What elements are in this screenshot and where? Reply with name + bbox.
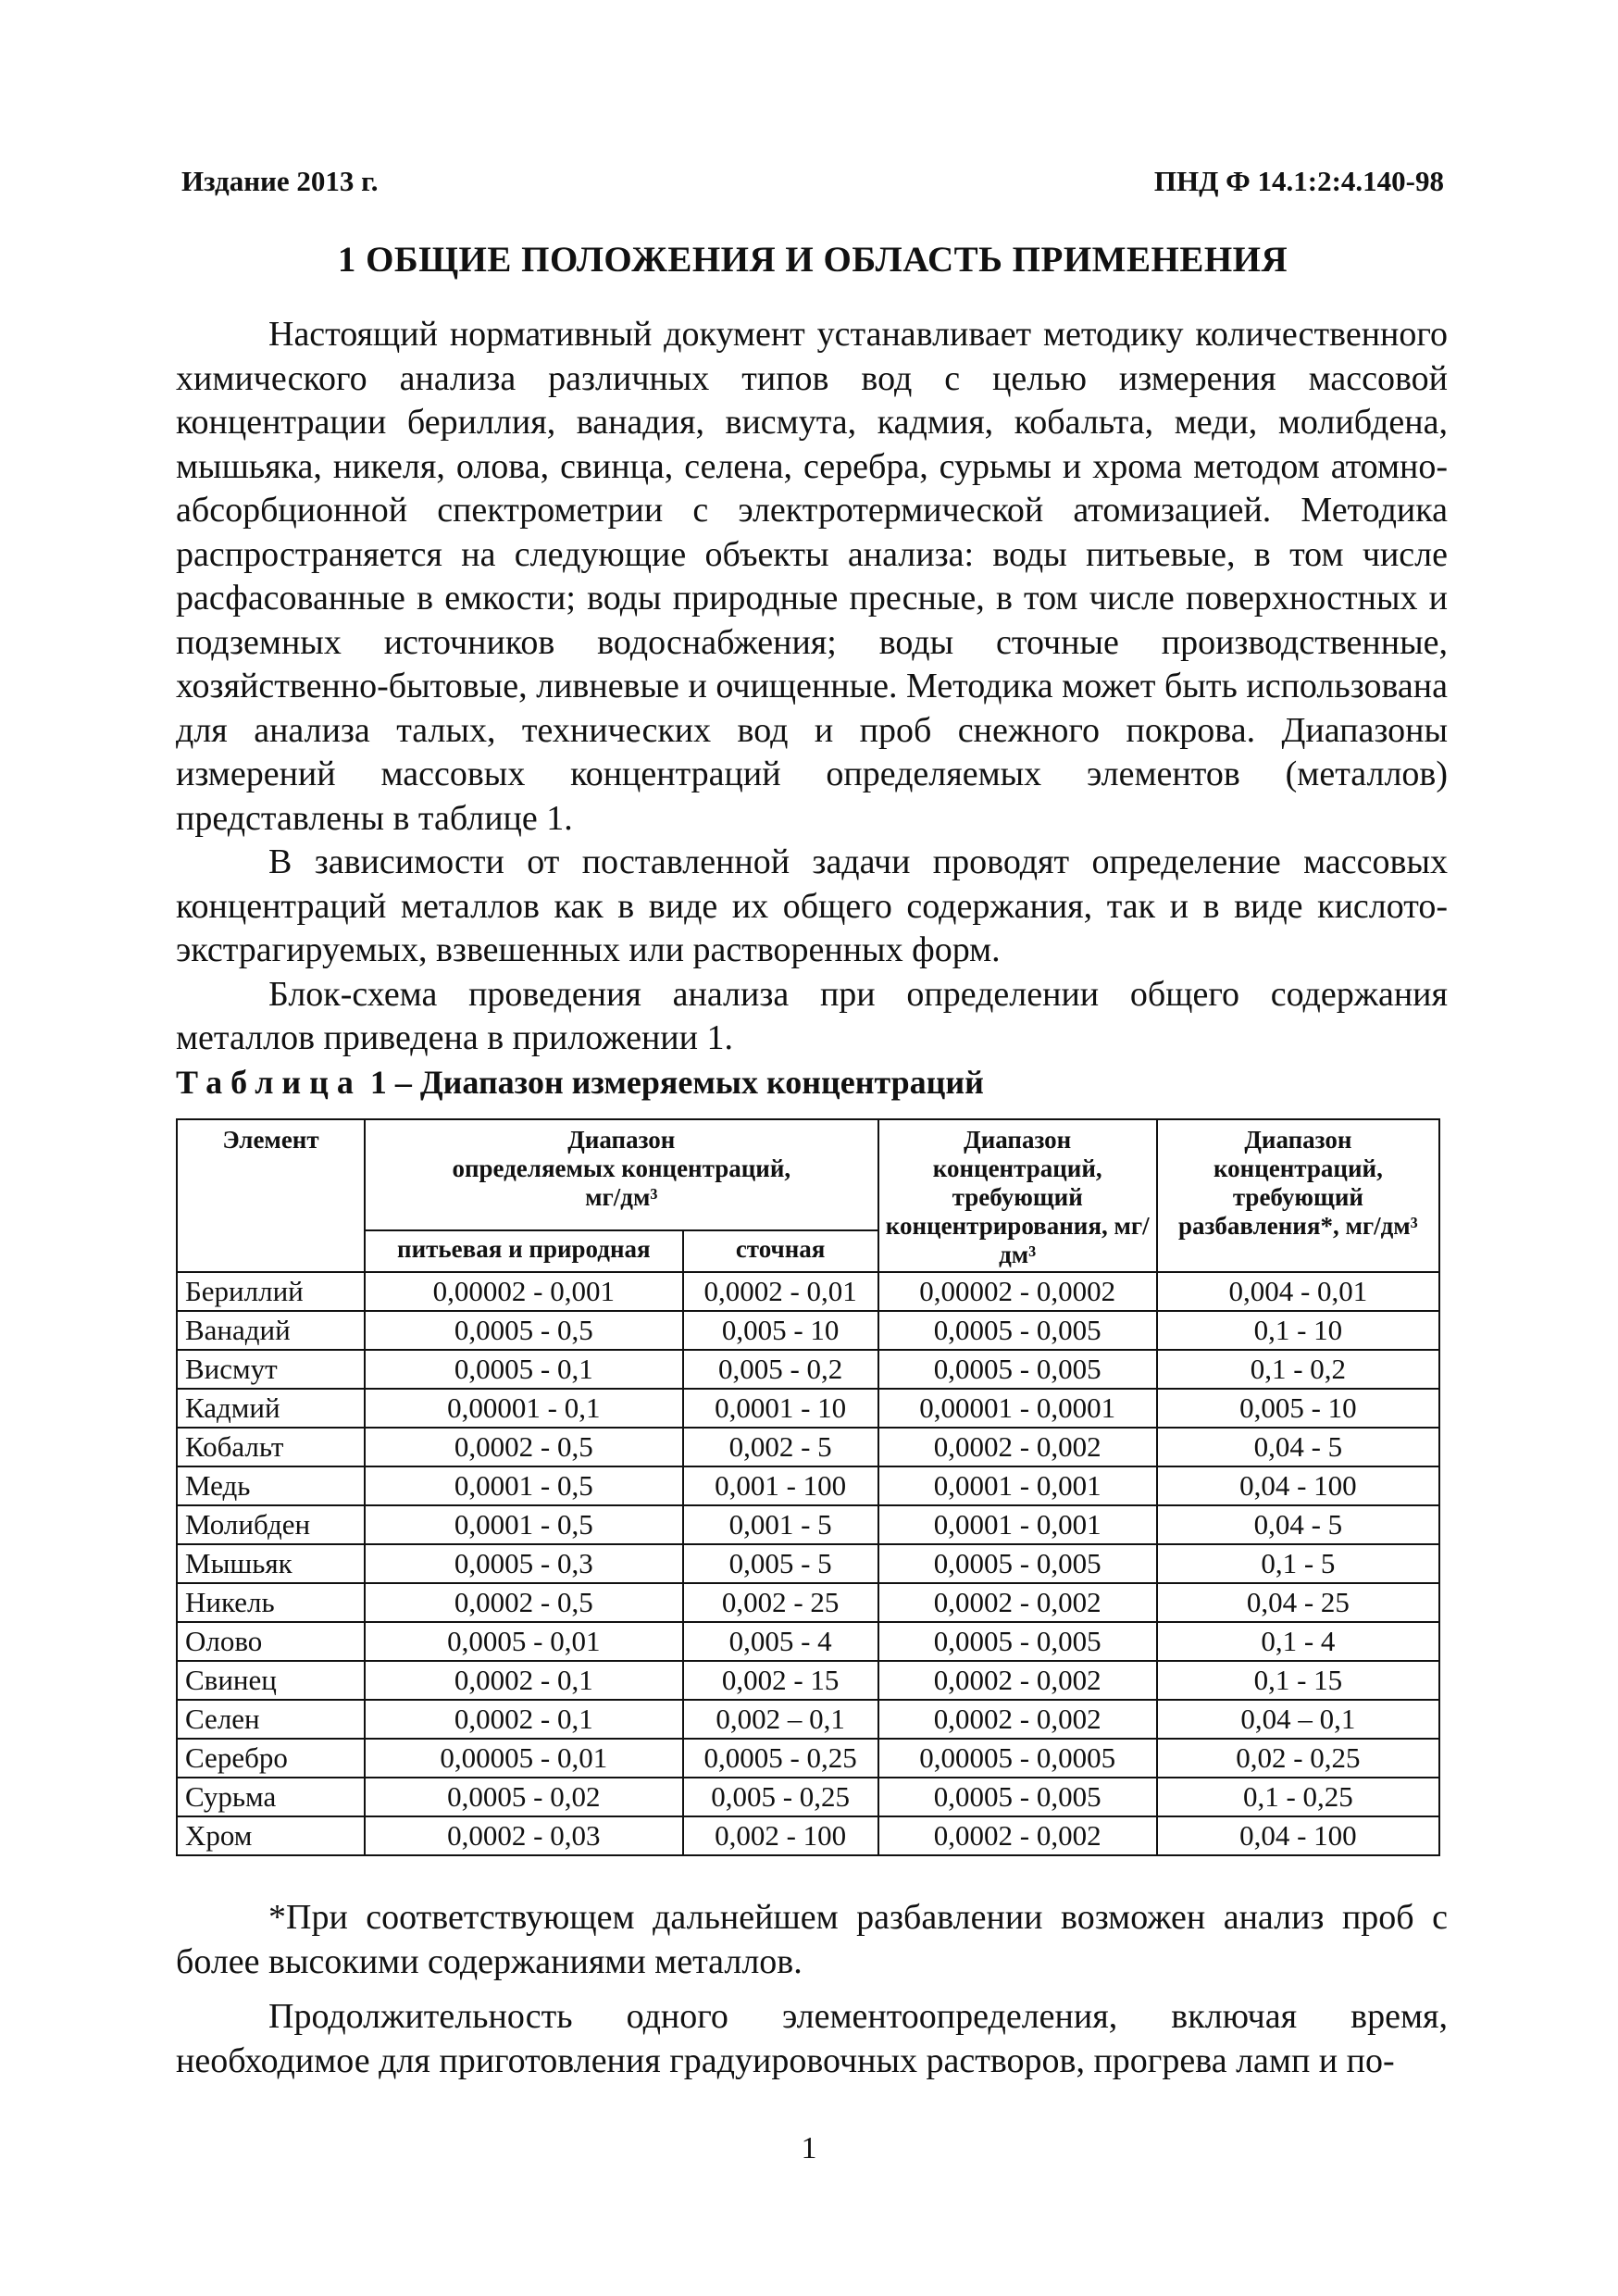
cell-waste: 0,005 - 0,25 [683, 1778, 878, 1816]
cell-waste: 0,001 - 100 [683, 1466, 878, 1505]
table-row [177, 1505, 1439, 1544]
cell-concentration: 0,0002 - 0,002 [878, 1661, 1157, 1700]
cell-waste: 0,002 - 100 [683, 1816, 878, 1855]
cell-waste: 0,0005 - 0,25 [683, 1739, 878, 1778]
paragraph: Продолжительность одного элементоопределения, включая время, необходимое для приготовления градуировочных растворов, прогрева ламп и по- [176, 1997, 1448, 2080]
paragraph: Настоящий нормативный документ устанавливает методику количественного химического анализа различных типов вод с целью измерения массовой концентрации бериллия, ванадия, висмута, кадмия, кобальта, меди, молибдена, мышьяка, никеля, олова, свинца, селена, серебра, сурьмы и хрома методом атомно-абсорбционной спектрометрии с электротермической атомизацией. Методика распространяется на следующие объекты анализа: воды питьевые, в том числе расфасованные в емкости; воды природные пресные, в том числе поверхностных и подземных источников водоснабжения; воды сточные производственные, хозяйственно-бытовые, ливневые и очищенные. Методика может быть использована для анализа талых, технических вод и проб снежного покрова. Диапазоны измерений массовых концентраций определяемых элементов (металлов) представлены в таблице 1. [176, 315, 1448, 838]
table-row [177, 1739, 1439, 1778]
cell-drinking: 0,0002 - 0,5 [365, 1583, 683, 1622]
cell-concentration: 0,0002 - 0,002 [878, 1700, 1157, 1739]
section-title: 1 ОБЩИЕ ПОЛОЖЕНИЯ И ОБЛАСТЬ ПРИМЕНЕНИЯ [337, 240, 1288, 280]
cell-concentration: 0,0002 - 0,002 [878, 1428, 1157, 1466]
cell-dilution: 0,04 - 100 [1157, 1816, 1439, 1855]
cell-dilution: 0,04 - 25 [1157, 1583, 1439, 1622]
cell-dilution: 0,04 – 0,1 [1157, 1700, 1439, 1739]
cell-dilution: 0,04 - 100 [1157, 1466, 1439, 1505]
edition-label: Издание 2013 г. [181, 165, 379, 197]
header-dilution: Диапазон концентраций, требующий разбавления*, мг/дм³ [1157, 1119, 1439, 1272]
page-header [181, 165, 1444, 198]
cell-element: Кобальт [177, 1428, 365, 1466]
cell-drinking: 0,00005 - 0,01 [365, 1739, 683, 1778]
cell-element: Сурьма [177, 1778, 365, 1816]
table-caption [176, 1063, 984, 1102]
cell-drinking: 0,0001 - 0,5 [365, 1505, 683, 1544]
cell-waste: 0,002 - 15 [683, 1661, 878, 1700]
cell-concentration: 0,0002 - 0,002 [878, 1583, 1157, 1622]
cell-dilution: 0,1 - 5 [1157, 1544, 1439, 1583]
page-number: 1 [801, 2131, 817, 2165]
cell-dilution: 0,02 - 0,25 [1157, 1739, 1439, 1778]
header-range [365, 1119, 878, 1230]
cell-waste: 0,001 - 5 [683, 1505, 878, 1544]
cell-waste: 0,002 – 0,1 [683, 1700, 878, 1739]
header-waste: сточная [683, 1230, 878, 1272]
paragraph: Блок-схема проведения анализа при определении общего содержания металлов приведена в приложении 1. [176, 974, 1448, 1057]
cell-dilution: 0,005 - 10 [1157, 1389, 1439, 1428]
cell-concentration: 0,0005 - 0,005 [878, 1622, 1157, 1661]
cell-drinking: 0,0001 - 0,5 [365, 1466, 683, 1505]
cell-dilution: 0,004 - 0,01 [1157, 1272, 1439, 1311]
cell-drinking: 0,0002 - 0,03 [365, 1816, 683, 1855]
cell-concentration: 0,0005 - 0,005 [878, 1311, 1157, 1350]
intro-text [176, 313, 1448, 1061]
table-row [177, 1389, 1439, 1428]
table-header-row [177, 1119, 1439, 1230]
cell-element: Хром [177, 1816, 365, 1855]
cell-waste: 0,005 - 0,2 [683, 1350, 878, 1389]
cell-concentration: 0,00002 - 0,0002 [878, 1272, 1157, 1311]
cell-element: Ванадий [177, 1311, 365, 1350]
table-row [177, 1544, 1439, 1583]
table-caption-prefix: Таблица [176, 1064, 362, 1101]
cell-drinking: 0,0005 - 0,5 [365, 1311, 683, 1350]
table-caption-title: 1 – Диапазон измеряемых концентраций [361, 1064, 984, 1101]
cell-dilution: 0,1 - 4 [1157, 1622, 1439, 1661]
table-row [177, 1700, 1439, 1739]
cell-drinking: 0,0005 - 0,3 [365, 1544, 683, 1583]
cell-waste: 0,005 - 4 [683, 1622, 878, 1661]
header-element: Элемент [177, 1119, 365, 1272]
header-drinking: питьевая и природная [365, 1230, 683, 1272]
cell-element: Кадмий [177, 1389, 365, 1428]
cell-waste: 0,0002 - 0,01 [683, 1272, 878, 1311]
cell-concentration: 0,0002 - 0,002 [878, 1816, 1157, 1855]
cell-element: Мышьяк [177, 1544, 365, 1583]
cell-dilution: 0,1 - 10 [1157, 1311, 1439, 1350]
document-code: ПНД Ф 14.1:2:4.140-98 [1153, 165, 1444, 197]
cell-concentration: 0,00005 - 0,0005 [878, 1739, 1157, 1778]
cell-concentration: 0,0001 - 0,001 [878, 1466, 1157, 1505]
cell-concentration: 0,00001 - 0,0001 [878, 1389, 1157, 1428]
cell-element: Селен [177, 1700, 365, 1739]
cell-element: Бериллий [177, 1272, 365, 1311]
cell-waste: 0,0001 - 10 [683, 1389, 878, 1428]
footnote: *При соответствующем дальнейшем разбавлении возможен анализ проб с более высокими содержаниями металлов. [176, 1898, 1448, 1981]
cell-drinking: 0,0002 - 0,1 [365, 1700, 683, 1739]
cell-dilution: 0,04 - 5 [1157, 1428, 1439, 1466]
table-row [177, 1778, 1439, 1816]
table-row [177, 1428, 1439, 1466]
cell-waste: 0,002 - 25 [683, 1583, 878, 1622]
table-row [177, 1466, 1439, 1505]
table-row [177, 1311, 1439, 1350]
cell-dilution: 0,1 - 0,25 [1157, 1778, 1439, 1816]
cell-drinking: 0,0002 - 0,5 [365, 1428, 683, 1466]
cell-concentration: 0,0005 - 0,005 [878, 1544, 1157, 1583]
cell-drinking: 0,0005 - 0,01 [365, 1622, 683, 1661]
cell-waste: 0,002 - 5 [683, 1428, 878, 1466]
closing-text [176, 1896, 1448, 2083]
cell-dilution: 0,1 - 0,2 [1157, 1350, 1439, 1389]
cell-element: Молибден [177, 1505, 365, 1544]
cell-dilution: 0,04 - 5 [1157, 1505, 1439, 1544]
table-row [177, 1661, 1439, 1700]
cell-drinking: 0,0005 - 0,1 [365, 1350, 683, 1389]
cell-element: Серебро [177, 1739, 365, 1778]
cell-drinking: 0,0005 - 0,02 [365, 1778, 683, 1816]
cell-concentration: 0,0005 - 0,005 [878, 1350, 1157, 1389]
table-row [177, 1350, 1439, 1389]
cell-drinking: 0,00001 - 0,1 [365, 1389, 683, 1428]
cell-dilution: 0,1 - 15 [1157, 1661, 1439, 1700]
paragraph: В зависимости от поставленной задачи проводят определение массовых концентраций металлов как в виде их общего содержания, так и в виде кислото-экстрагируемых, взвешенных или растворенных форм. [176, 842, 1448, 969]
cell-waste: 0,005 - 10 [683, 1311, 878, 1350]
header-concentration: Диапазон концентраций, требующий концентрирования, мг/дм³ [878, 1119, 1157, 1272]
cell-element: Висмут [177, 1350, 365, 1389]
cell-drinking: 0,0002 - 0,1 [365, 1661, 683, 1700]
cell-drinking: 0,00002 - 0,001 [365, 1272, 683, 1311]
table-body [177, 1272, 1439, 1855]
cell-element: Свинец [177, 1661, 365, 1700]
table-row [177, 1622, 1439, 1661]
header-range-line2: определяемых концентраций, [452, 1154, 791, 1182]
header-range-unit: мг/дм³ [585, 1183, 658, 1211]
table-row [177, 1816, 1439, 1855]
cell-concentration: 0,0001 - 0,001 [878, 1505, 1157, 1544]
cell-element: Медь [177, 1466, 365, 1505]
cell-element: Олово [177, 1622, 365, 1661]
header-range-line1: Диапазон [567, 1126, 676, 1154]
cell-waste: 0,005 - 5 [683, 1544, 878, 1583]
table-row [177, 1272, 1439, 1311]
table-row [177, 1583, 1439, 1622]
cell-element: Никель [177, 1583, 365, 1622]
cell-concentration: 0,0005 - 0,005 [878, 1778, 1157, 1816]
concentration-table [176, 1118, 1440, 1856]
